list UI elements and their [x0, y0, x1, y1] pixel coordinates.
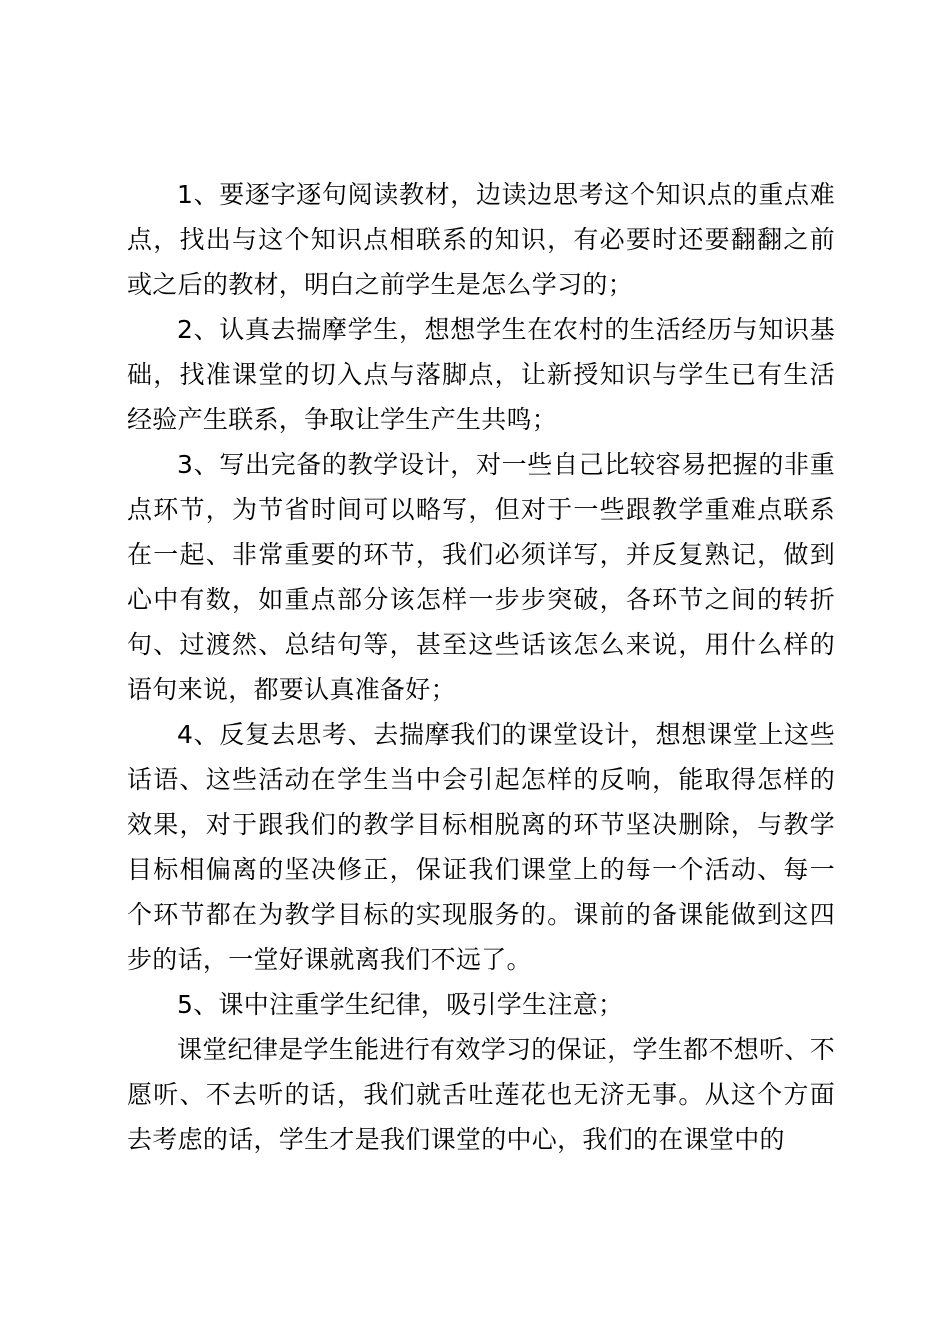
paragraph-5: 5、课中注重学生纪律，吸引学生注意； [177, 990, 624, 1019]
paragraph-6: 课堂纪律是学生能进行有效学习的保证，学生都不想听、不愿听、不去听的话，我们就舌吐莲花也无济无事。从这个方面去考虑的话，学生才是我们课堂的中心，我们的在课堂中的 [127, 1035, 835, 1154]
paragraph-3: 3、写出完备的教学设计，对一些自己比较容易把握的非重点环节，为节省时间可以略写，但对于一些跟教学重难点联系在一起、非常重要的环节，我们必须详写，并反复熟记，做到心中有数，如重点部分该怎样一步步突破，各环节之间的转折句、过渡然、总结句等，甚至这些话该怎么来说，用什么样的语句来说，都要认真准备好； [127, 450, 835, 704]
document-body [127, 172, 835, 1162]
paragraph-2: 2、认真去揣摩学生，想想学生在农村的生活经历与知识基础，找准课堂的切入点与落脚点，让新授知识与学生已有生活经验产生联系，争取让学生产生共鸣； [127, 315, 835, 434]
paragraph-1: 1、要逐字逐句阅读教材，边读边思考这个知识点的重点难点，找出与这个知识点相联系的知识，有必要时还要翻翻之前或之后的教材，明白之前学生是怎么学习的； [127, 180, 835, 299]
paragraph-4: 4、反复去思考、去揣摩我们的课堂设计，想想课堂上这些话语、这些活动在学生当中会引起怎样的反响，能取得怎样的效果，对于跟我们的教学目标相脱离的环节坚决删除，与教学目标相偏离的坚决修正，保证我们课堂上的每一个活动、每一个环节都在为教学目标的实现服务的。课前的备课能做到这四步的话，一堂好课就离我们不远了。 [127, 720, 835, 974]
